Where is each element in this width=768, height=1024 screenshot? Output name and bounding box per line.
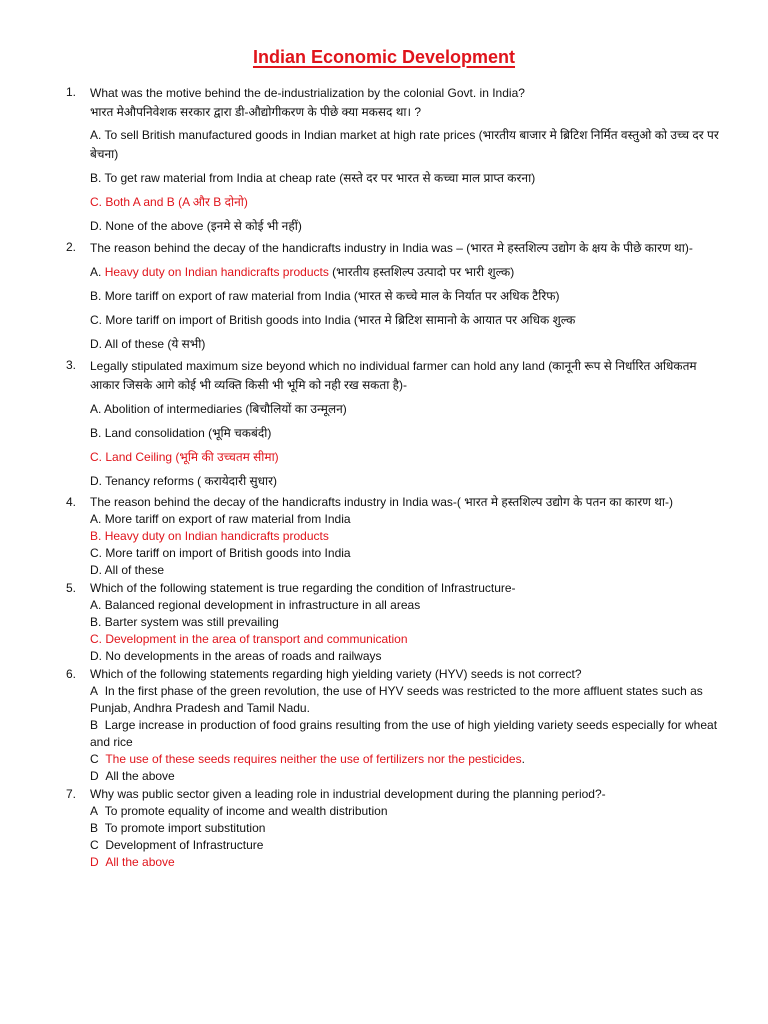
option-text: None of the above (इनमे से कोई भी नहीं) bbox=[105, 219, 302, 233]
answer-option-c bbox=[90, 751, 728, 768]
correct-answer-text: Heavy duty on Indian handicrafts products bbox=[104, 529, 329, 543]
question-number: 4. bbox=[66, 495, 77, 509]
question-body bbox=[90, 666, 728, 785]
option-label: D. bbox=[90, 649, 102, 663]
question-number: 1. bbox=[66, 85, 77, 99]
question-text: Which of the following statement is true regarding the condition of Infrastructure- bbox=[90, 581, 516, 595]
answer-option-d bbox=[90, 648, 728, 665]
answer-option-b bbox=[90, 528, 728, 545]
correct-answer-text: The use of these seeds requires neither the use of fertilizers nor the pesticides bbox=[105, 752, 522, 766]
question-body bbox=[90, 239, 728, 354]
answer-option-d bbox=[90, 472, 728, 491]
option-label: B. bbox=[90, 289, 102, 303]
option-label: D. bbox=[90, 337, 102, 351]
question-number: 6. bbox=[66, 667, 77, 681]
correct-answer-text: All the above bbox=[105, 855, 175, 869]
option-label: A. bbox=[90, 512, 102, 526]
question-text: What was the motive behind the de-industrialization by the colonial Govt. in India? bbox=[90, 86, 525, 100]
question-number: 5. bbox=[66, 581, 77, 595]
question-7 bbox=[66, 786, 728, 871]
question-2 bbox=[66, 239, 728, 354]
question-text: Which of the following statements regarding high yielding variety (HYV) seeds is not correct? bbox=[90, 667, 582, 681]
option-suffix: (भारतीय हस्तशिल्प उत्पादो पर भारी शुल्क) bbox=[328, 265, 515, 279]
option-label: D. bbox=[90, 219, 102, 233]
answer-option-b bbox=[90, 169, 728, 188]
option-label: B. bbox=[90, 426, 102, 440]
answer-option-c bbox=[90, 631, 728, 648]
option-label: B bbox=[90, 718, 99, 732]
answer-option-a bbox=[90, 683, 728, 717]
option-label: A. bbox=[90, 598, 102, 612]
option-label: C. bbox=[90, 546, 102, 560]
option-text: In the first phase of the green revolution, the use of HYV seeds was restricted to the more affluent states such as Punjab, Andhra Pradesh and Tamil Nadu. bbox=[90, 684, 703, 715]
option-label: C. bbox=[90, 195, 102, 209]
answer-option-b bbox=[90, 424, 728, 443]
answer-option-c bbox=[90, 837, 728, 854]
option-text: Balanced regional development in infrastructure in all areas bbox=[104, 598, 421, 612]
question-text: The reason behind the decay of the handicrafts industry in India was-( भारत मे हस्तशिल्प उद्योग के पतन का कारण था-) bbox=[90, 495, 674, 509]
option-label: A. bbox=[90, 402, 102, 416]
question-text: Legally stipulated maximum size beyond which no individual farmer can hold any land (कानूनी रूप से निर्धारित अधिकतम आकार जिसके आगे कोई भी व्यक्ति किसी भी भूमि को नही रख सकता है)- bbox=[90, 359, 697, 392]
option-label: C. bbox=[90, 450, 102, 464]
option-label: B. bbox=[90, 529, 102, 543]
option-text: To get raw material from India at cheap rate (सस्ते दर पर भारत से कच्चा माल प्राप्त करना) bbox=[104, 171, 536, 185]
option-label: C bbox=[90, 752, 99, 766]
answer-option-b bbox=[90, 820, 728, 837]
option-text: Tenancy reforms ( करायेदारी सुधार) bbox=[105, 474, 278, 488]
correct-answer-text: Heavy duty on Indian handicrafts products bbox=[104, 265, 329, 279]
option-label: A. bbox=[90, 265, 102, 279]
option-text: Barter system was still prevailing bbox=[104, 615, 279, 629]
option-text: More tariff on import of British goods into India (भारत मे ब्रिटिश सामानो के आयात पर अधिक शुल्क bbox=[105, 313, 576, 327]
answer-option-a bbox=[90, 511, 728, 528]
option-text: All of these bbox=[104, 563, 165, 577]
question-body bbox=[90, 357, 728, 491]
option-label: A bbox=[90, 684, 99, 698]
option-text: No developments in the areas of roads and railways bbox=[105, 649, 382, 663]
option-text: All of these (ये सभी) bbox=[104, 337, 206, 351]
question-body bbox=[90, 786, 728, 871]
option-text: More tariff on export of raw material from India (भारत से कच्चे माल के निर्यात पर अधिक टैरिफ) bbox=[104, 289, 560, 303]
option-label: D bbox=[90, 769, 99, 783]
question-4 bbox=[66, 494, 728, 579]
answer-option-d bbox=[90, 854, 728, 871]
option-text: More tariff on import of British goods into India bbox=[105, 546, 351, 560]
answer-option-d bbox=[90, 217, 728, 236]
option-label: D. bbox=[90, 474, 102, 488]
option-text: Development of Infrastructure bbox=[105, 838, 264, 852]
option-label: C bbox=[90, 838, 99, 852]
answer-option-a bbox=[90, 263, 728, 282]
option-label: C. bbox=[90, 632, 102, 646]
answer-option-d bbox=[90, 768, 728, 785]
question-text: Why was public sector given a leading role in industrial development during the planning period?- bbox=[90, 787, 606, 801]
option-label: C. bbox=[90, 313, 102, 327]
option-label: A bbox=[90, 804, 99, 818]
question-number: 3. bbox=[66, 358, 77, 372]
question-6 bbox=[66, 666, 728, 785]
page-title: Indian Economic Development bbox=[252, 47, 516, 67]
option-text: Abolition of intermediaries (बिचौलियों का उन्मूलन) bbox=[104, 402, 347, 416]
question-body bbox=[90, 494, 728, 579]
option-label: D bbox=[90, 855, 99, 869]
option-label: B. bbox=[90, 615, 102, 629]
option-text: All the above bbox=[105, 769, 175, 783]
option-text: To promote equality of income and wealth distribution bbox=[104, 804, 388, 818]
answer-option-c bbox=[90, 311, 728, 330]
question-number: 2. bbox=[66, 240, 77, 254]
answer-option-c bbox=[90, 193, 728, 212]
answer-option-c bbox=[90, 448, 728, 467]
correct-answer-text: Land Ceiling (भूमि की उच्चतम सीमा) bbox=[105, 450, 279, 464]
option-text: More tariff on export of raw material from India bbox=[104, 512, 351, 526]
answer-option-b bbox=[90, 717, 728, 751]
option-label: B. bbox=[90, 171, 102, 185]
question-3 bbox=[66, 357, 728, 491]
question-1 bbox=[66, 84, 728, 236]
question-text: The reason behind the decay of the handicrafts industry in India was – (भारत मे हस्तशिल्प उद्योग के क्षय के पीछे कारण था)- bbox=[90, 241, 693, 255]
option-label: B bbox=[90, 821, 99, 835]
correct-answer-text: Both A and B (A और B दोनो) bbox=[105, 195, 248, 209]
option-text: Large increase in production of food grains resulting from the use of high yielding variety seeds especially for wheat and rice bbox=[90, 718, 718, 749]
answer-option-a bbox=[90, 400, 728, 419]
answer-option-a bbox=[90, 126, 728, 164]
question-list bbox=[66, 84, 728, 871]
answer-option-b bbox=[90, 614, 728, 631]
answer-option-b bbox=[90, 287, 728, 306]
question-text-hindi: भारत मेऔपनिवेशक सरकार द्वारा डी-औद्योगीकरण के पीछे क्या मकसद था। ? bbox=[90, 105, 422, 119]
question-number: 7. bbox=[66, 787, 77, 801]
option-text: To sell British manufactured goods in Indian market at high rate prices (भारतीय बाजार मे ब्रिटिश निर्मित वस्तुओ को उच्च दर पर बेचना) bbox=[90, 128, 719, 161]
answer-option-d bbox=[90, 562, 728, 579]
option-suffix: . bbox=[521, 752, 525, 766]
option-text: Land consolidation (भूमि चकबंदी) bbox=[104, 426, 272, 440]
correct-answer-text: Development in the area of transport and communication bbox=[105, 632, 408, 646]
option-text: To promote import substitution bbox=[104, 821, 266, 835]
option-label: D. bbox=[90, 563, 102, 577]
answer-option-a bbox=[90, 803, 728, 820]
answer-option-a bbox=[90, 597, 728, 614]
question-body bbox=[90, 84, 728, 236]
question-body bbox=[90, 580, 728, 665]
question-5 bbox=[66, 580, 728, 665]
answer-option-c bbox=[90, 545, 728, 562]
option-label: A. bbox=[90, 128, 102, 142]
answer-option-d bbox=[90, 335, 728, 354]
